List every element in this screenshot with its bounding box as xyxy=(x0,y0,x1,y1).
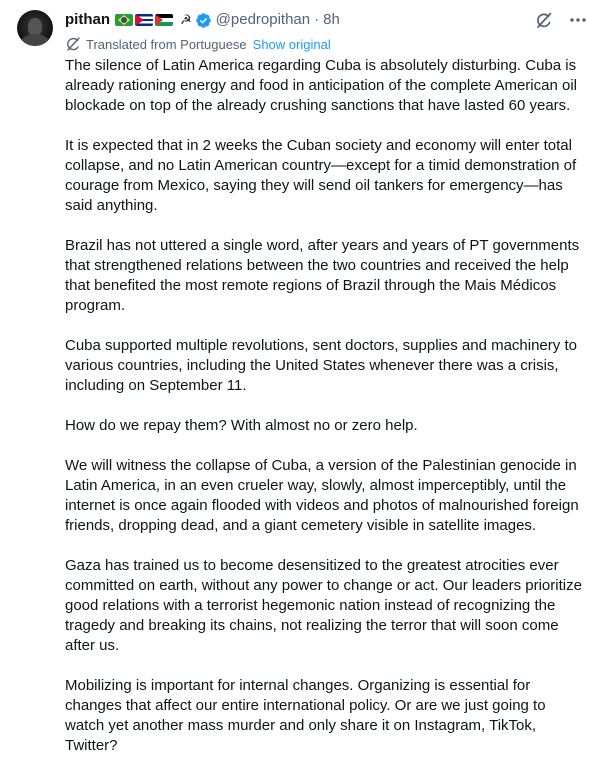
hammer-sickle-icon: ☭ xyxy=(180,12,192,27)
tweet-text xyxy=(65,56,587,776)
grok-icon[interactable] xyxy=(534,10,554,30)
paragraph: We will witness the collapse of Cuba, a version of the Palestinian genocide in Latin America, in an even crueler way, slowly, almost imperceptibly, until the internet is once again flooded with videos and photos of malnourished foreign friends, dropping dead, and a giant cemetery visible in satellite images. xyxy=(65,457,579,534)
show-original-link[interactable]: Show original xyxy=(252,36,331,52)
translated-label: Translated from Portuguese xyxy=(86,36,247,52)
more-icon[interactable] xyxy=(568,10,588,30)
translation-note xyxy=(65,34,331,54)
post-timestamp[interactable]: 8h xyxy=(323,11,340,28)
paragraph: Mobilizing is important for internal changes. Organizing is essential for changes that affect our entire international policy. Or are we just going to watch yet another mass murder and only share it on Instagram, TikTok, Twitter? xyxy=(65,677,546,754)
avatar-body xyxy=(21,34,49,46)
paragraph: The silence of Latin America regarding Cuba is absolutely disturbing. Cuba is already rationing energy and food in anticipation of the complete American oil blockade on top of the already crushing sanctions that have lasted 60 years. xyxy=(65,57,577,114)
paragraph: How do we repay them? With almost no or zero help. xyxy=(65,417,418,434)
author-handle[interactable]: @pedropithan xyxy=(215,11,311,28)
paragraph: Gaza has trained us to become desensitized to the greatest atrocities ever committed on earth, without any power to change or act. Our leaders prioritize good relations with a terrorist hegemonic nation instead of recognizing the tragedy and breaking its chains, not realizing the terror that will soon come after us. xyxy=(65,557,582,654)
palestine-flag-icon xyxy=(155,14,173,26)
brazil-flag-icon xyxy=(115,14,133,26)
display-name[interactable]: pithan xyxy=(65,11,110,28)
paragraph: It is expected that in 2 weeks the Cuban society and economy will enter total collapse, and no Latin American country—except for a timid demonstration of courage from Mexico, saying they will send oil tankers for emergency—has said anything. xyxy=(65,137,577,214)
paragraph: Cuba supported multiple revolutions, sent doctors, supplies and machinery to various countries, including the United States whenever there was a crisis, including on September 11. xyxy=(65,337,577,394)
separator-dot: · xyxy=(314,11,320,28)
tweet-header xyxy=(65,10,588,30)
avatar[interactable] xyxy=(17,10,53,46)
translate-icon xyxy=(65,36,81,52)
header-actions xyxy=(534,10,588,30)
flag-emojis xyxy=(115,14,173,26)
verified-badge-icon xyxy=(195,12,212,29)
paragraph: Brazil has not uttered a single word, after years and years of PT governments that strengthened relations between the two countries and received the help that benefited the most remote regions of Brazil through the Mais Médicos program. xyxy=(65,237,580,314)
cuba-flag-icon xyxy=(135,14,153,26)
